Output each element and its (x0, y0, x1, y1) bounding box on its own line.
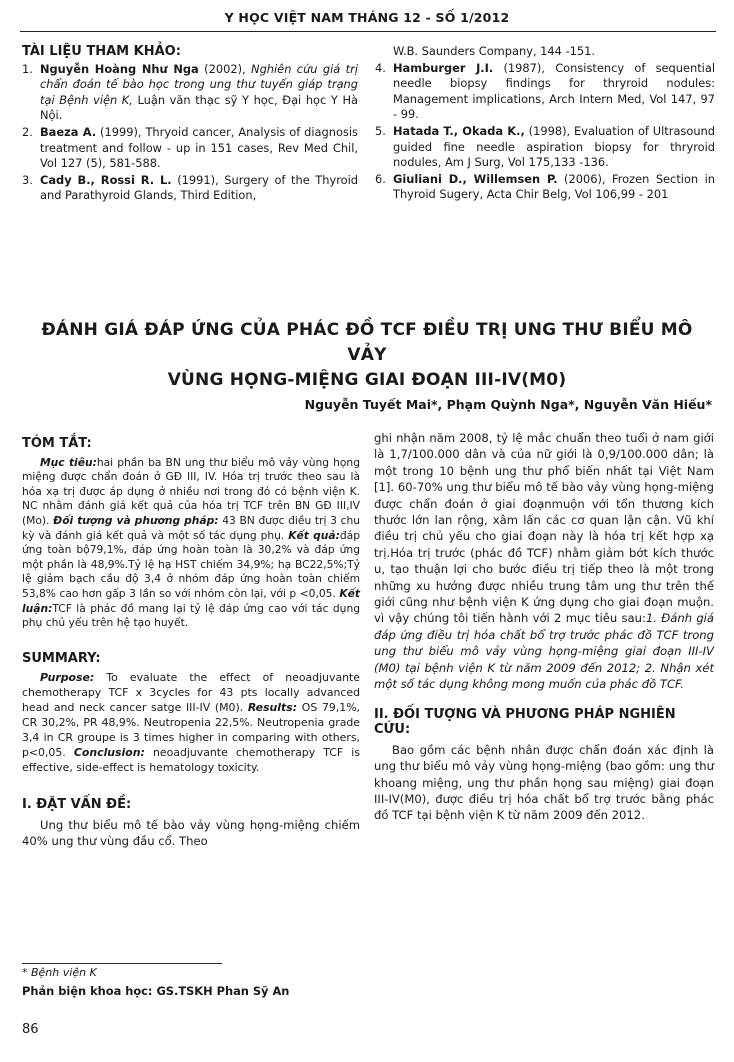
reference-item (375, 124, 715, 171)
right-column (374, 430, 714, 824)
section-2-heading: II. ĐỐI TƯỢNG VÀ PHƯƠNG PHÁP NGHIÊN CỨU: (374, 706, 676, 738)
article-title (40, 318, 694, 393)
summary-results-label: Results: (247, 701, 298, 715)
article-title-line-2: VÙNG HỌNG-MIỆNG GIAI ĐOẠN III-IV(M0) (167, 370, 567, 390)
journal-header: Y HỌC VIỆT NAM THÁNG 12 - SỐ 1/2012 (224, 10, 510, 25)
ref-number: 4. (375, 60, 386, 75)
ref-text: (1999), Thryoid cancer, Analysis of diagnosis treatment and follow - up in 151 cases, Rev Med Chil, Vol 127 (5), 581-588. (40, 124, 358, 171)
reference-item (22, 62, 358, 124)
header-rule (20, 31, 716, 32)
footnote-rule (22, 963, 222, 964)
objective-text: hai phần ba BN ung thư biểu mô vảy vùng họng miệng được chẩn đoán ở GĐ III, IV. Hóa trị trước theo sau là hóa xạ trị được áp dụng ở nhiều nơi trong đó có bệnh viện K. NC nhằm đánh giá kết quả của hóa trị TCF trên BN GĐ III,IV (Mo). (22, 455, 360, 527)
page-number: 86 (22, 1022, 39, 1037)
ref-author: Hamburger J.I. (393, 60, 494, 75)
article-title-line-1: ĐÁNH GIÁ ĐÁP ỨNG CỦA PHÁC ĐỒ TCF ĐIỀU TRỊ UNG THƯ BIỂU MÔ VẢY (41, 320, 693, 365)
references-left (22, 44, 358, 205)
references-heading: TÀI LIỆU THAM KHẢO: (22, 44, 181, 59)
section-1-heading: I. ĐẶT VẤN ĐỀ: (22, 797, 132, 813)
reviewer-footnote: Phản biện khoa học: GS.TSKH Phan Sỹ An (22, 984, 290, 998)
reference-item (375, 61, 715, 123)
conclusion-label: Kết luận: (22, 586, 360, 615)
purpose-text: To evaluate the effect of neoadjuvante chemotherapy TCF x 3cycles for 43 pts locally advanced head and neck cancer satge III-IV (M0). (22, 671, 360, 715)
ref-text: (1991), Surgery of the Thyroid and Parathyroid Glands, Third Edition, (40, 172, 358, 203)
intro-paragraph (374, 430, 714, 693)
article-authors: Nguyễn Tuyết Mai*, Phạm Quỳnh Nga*, Nguyễn Văn Hiếu* (304, 397, 712, 412)
methods-label: Đối tượng và phương pháp: (53, 513, 219, 527)
ref-source: Luận văn thạc sỹ Y học, Đại học Y Hà Nội. (40, 92, 358, 123)
ref-number: 5. (375, 123, 386, 138)
reference-continuation: W.B. Saunders Company, 144 -151. (393, 44, 596, 58)
left-column (22, 436, 360, 850)
ref-author: Baeza A. (40, 124, 97, 139)
reference-item (375, 172, 715, 203)
ref-number: 2. (22, 124, 33, 139)
conclusion-text: TCF là phác đồ mang lại tỷ lệ đáp ứng cao với tác dụng phụ chủ yếu trên hệ tạo huyết. (22, 601, 360, 630)
summary-text (22, 670, 360, 775)
summary-heading: SUMMARY: (22, 650, 101, 666)
summary-results-text: OS 79,1%, CR 30,2%, PR 48,9%. Neutropenia 22,5%. Neutropenia grade 3,4 in CR groupe is 3 times higher in comparing with others, p<0,05. (22, 701, 361, 760)
ref-author: Nguyễn Hoàng Như Nga (40, 61, 199, 76)
results-text: đáp ứng toàn bộ79,1%, đáp ứng hoàn toàn là 30,2% và đáp ứng một phần là 48,9%.Tỷ lệ hạ HST chiếm 34,9%; hạ BC22,5%;Tỷ lệ giảm bạch cầu độ 3,4 ở nhóm đáp ứng hoàn toàn chiếm 53,8% cao hơn gấp 3 lần so với nhóm còn lại, với p <0,05. (22, 528, 361, 600)
affiliation-footnote: * Bệnh viện K (22, 966, 97, 979)
ref-author: Giuliani D., Willemsen P. (393, 171, 558, 186)
section-1-text: Ung thư biểu mô tế bào vảy vùng họng-miệng chiếm 40% ung thư vùng đầu cổ. Theo (22, 817, 360, 849)
purpose-label: Purpose: (40, 671, 95, 685)
ref-number: 1. (22, 61, 33, 76)
ref-text: (1987), Consistency of sequential needle biopsy findings for thryroid nodules: Management implications, Arch Intern Med, Vol 147, 97 - 99. (393, 60, 715, 122)
ref-text: (1998), Evaluation of Ultrasound guided fine needle aspiration biopsy for thryroid nodules, Am J Surg, Vol 175,133 -136. (393, 123, 716, 170)
ref-number: 6. (375, 171, 386, 186)
reference-item (22, 125, 358, 172)
objectives-text: 1. Đánh giá đáp ứng điều trị hóa chất bổ trợ trước phác đồ TCF trong ung thư biểu mô vảy vùng họng-miệng giai đoạn III-IV (M0) tại bệnh viện K từ năm 2009 đến 2012; 2. Nhận xét một số tác dụng không mong muốn của phác đồ TCF. (374, 611, 715, 692)
ref-author: Cady B., Rossi R. L. (40, 172, 172, 187)
summary-conclusion-label: Conclusion: (73, 746, 145, 760)
references-right (375, 44, 715, 204)
reference-item (22, 173, 358, 204)
intro-text: ghi nhận năm 2008, tỷ lệ mắc chuẩn theo tuổi ở nam giới là 1,7/100.000 dân và của nữ giới là 0,9/100.000 dân; là một trong 10 bệnh ung thư phổ biến nhất tại Việt Nam [1]. 60-70% ung thư biểu mô tế bào vảy vùng họng-miệng được chẩn đoán ở giai đoạnmuộn với tổn thương kích thước lớn lan rộng, xâm lấn các cơ quan lận cận. Vũ khí điều trị chủ yếu cho giai đoạn này là hóa trị kết hợp xạ trị.Hóa trị trước (phác đồ TCF) nhằm giảm bớt kích thước u, tạo thuận lợi cho bước điều trị tiếp theo là một trong những xu hướng được nhiều trung tâm ung thư trên thế giới cũng như bệnh viện K ứng dụng cho giai đoạn muộn. vì vậy chúng tôi tiến hành với 2 mục tiêu sau: (374, 431, 714, 626)
results-label: Kết quả: (288, 528, 340, 542)
section-2-text: Bao gồm các bệnh nhân được chẩn đoán xác định là ung thư biểu mô vảy vùng họng-miệng (bao gồm: ung thư khoang miệng, ung thư phần họng sau miệng) giai đoạn III-IV(M0), được điều trị hóa chất bổ trợ trước bằng phác đồ TCF tại bệnh viện K từ năm 2009 đến 2012. (374, 742, 714, 823)
summary-conclusion-text: neoadjuvante chemotherapy TCF is effective, side-effect is hematology toxicity. (22, 746, 360, 775)
ref-number: 3. (22, 172, 33, 187)
abstract-vi-text (22, 456, 360, 631)
ref-author: Hatada T., Okada K., (393, 123, 525, 138)
ref-text: (2006), Frozen Section in Thyroid Sugery, Acta Chir Belg, Vol 106,99 - 201 (393, 171, 716, 202)
abstract-vi-heading: TÓM TẮT: (22, 436, 92, 451)
objective-label: Mục tiêu: (40, 455, 97, 469)
methods-text: 43 BN được điều trị 3 chu kỳ và đánh giá kết quả và một số tác dụng phụ. (22, 513, 360, 542)
ref-title: Nghiên cứu giá trị chẩn đoán tế bào học trong ung thư tuyến giáp trạng tại Bệnh viện K, (40, 61, 358, 107)
ref-text: (2002), (198, 61, 252, 76)
